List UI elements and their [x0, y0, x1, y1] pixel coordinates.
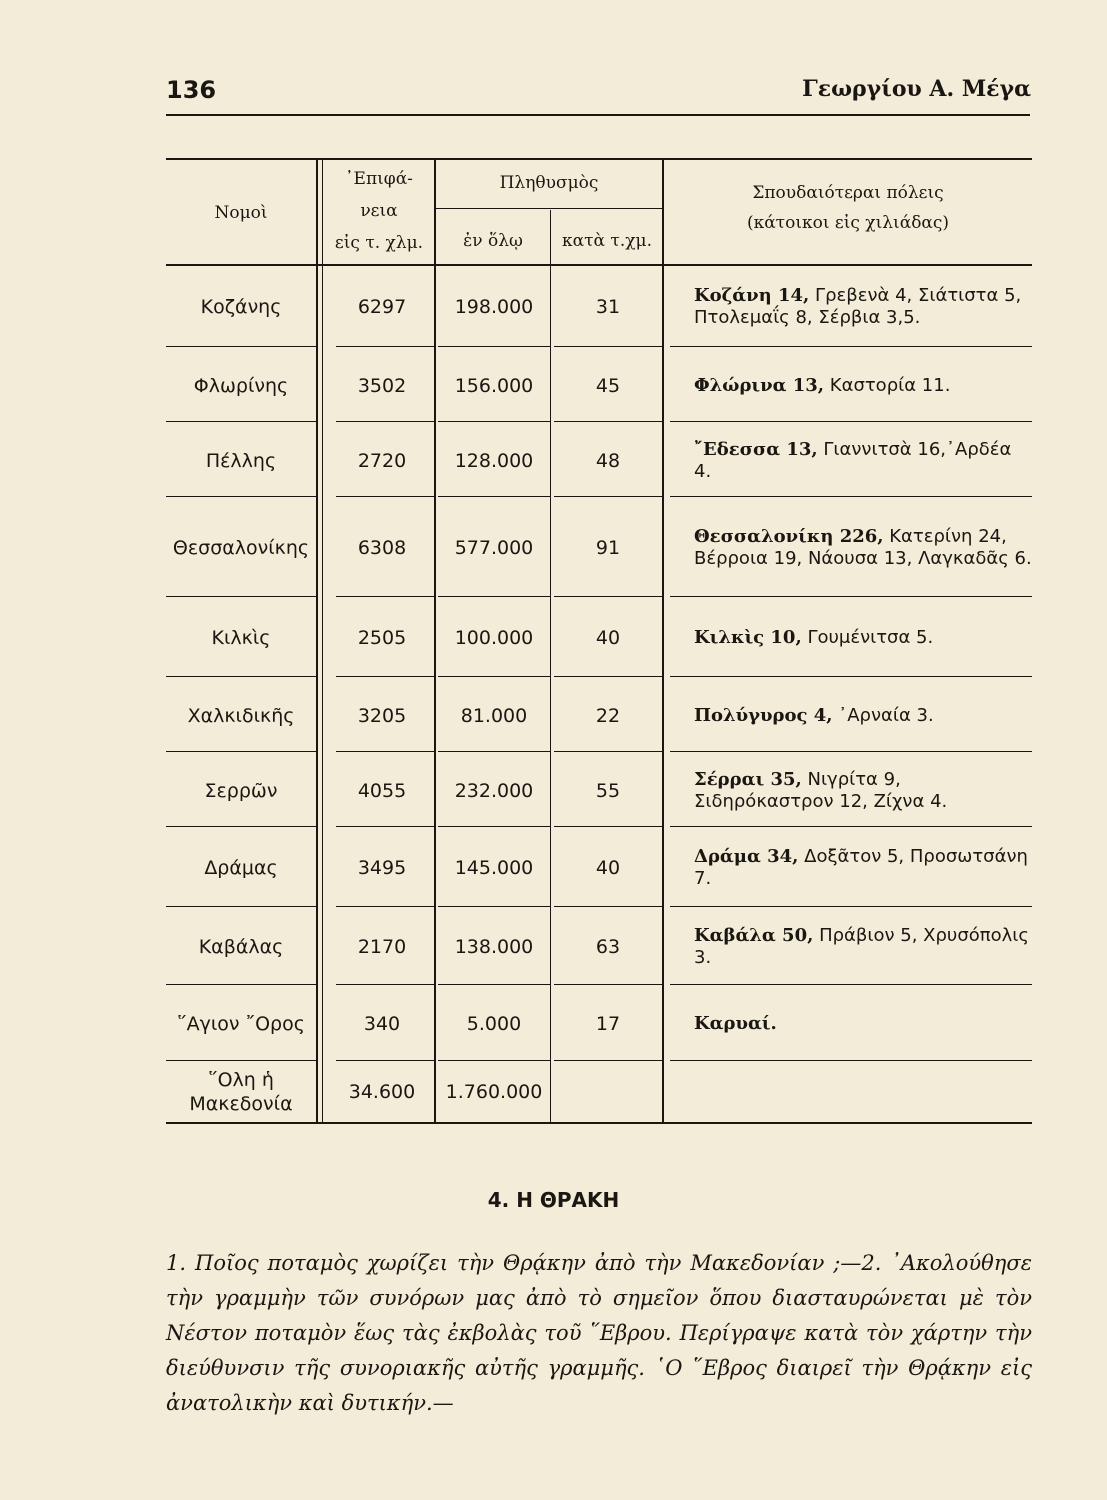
- row-cities: [694, 908, 1034, 986]
- row-pop-density: [554, 1062, 662, 1122]
- header-cities-line2: (κάτοικοι εἰς χιλιάδας): [746, 213, 950, 233]
- row-pop-density: 91: [595, 537, 621, 559]
- row-pop-density: 31: [595, 296, 621, 318]
- row-separator: [438, 984, 550, 985]
- header-cities-line1: Σπουδαιότεραι πόλεις: [752, 183, 944, 203]
- row-separator: [554, 1060, 662, 1061]
- col-divider-1b: [322, 158, 323, 1124]
- row-cities-others: Δοξᾶτον 5, Προσωτσάνη 7.: [694, 846, 1028, 889]
- header-rule: [166, 114, 1030, 116]
- col-divider-2: [434, 158, 436, 1124]
- row-cities-capital: Σέρραι 35,: [694, 768, 802, 790]
- row-pop-density: 55: [595, 779, 621, 802]
- row-nomos-name: Θεσσαλονίκης: [172, 537, 310, 559]
- population-table: [166, 158, 1032, 1124]
- row-separator: [554, 826, 662, 827]
- row-separator: [670, 421, 1032, 422]
- page-number: 136: [166, 76, 217, 104]
- row-separator: [336, 421, 434, 422]
- row-pop-total: 156.000: [454, 374, 534, 397]
- row-separator: [670, 984, 1032, 985]
- row-separator: [554, 346, 662, 347]
- row-cities-capital: Φλώρινα 13,: [694, 374, 825, 396]
- row-area: 3502: [357, 374, 407, 397]
- row-cities: [694, 678, 1034, 753]
- row-nomos-name: Δράμας: [204, 857, 278, 879]
- row-separator: [336, 826, 434, 827]
- row-area: 3205: [357, 704, 407, 727]
- row-pop-total: 145.000: [454, 857, 534, 879]
- row-nomos-name: ῞Αγιον ῎Ορος: [177, 1013, 305, 1035]
- header-pop-density: κατὰ τ.χμ.: [562, 231, 652, 251]
- row-separator: [166, 751, 316, 752]
- row-separator: [166, 984, 316, 985]
- row-area: 6297: [357, 296, 407, 318]
- row-nomos-name: Φλωρίνης: [193, 374, 289, 397]
- row-separator: [166, 596, 316, 597]
- header-population: Πληθυσμὸς: [499, 173, 599, 193]
- row-cities-others: Γρεβενὰ 4, Σιάτιστα 5, Πτολεμαΐς 8, Σέρβια 3,5.: [694, 285, 1022, 328]
- header-area-line2: νεια: [360, 201, 398, 221]
- row-separator: [438, 906, 550, 907]
- row-separator: [166, 906, 316, 907]
- row-separator: [336, 346, 434, 347]
- row-nomos-name: Σερρῶν: [204, 779, 278, 802]
- row-area: 2720: [357, 449, 407, 472]
- row-nomos-name: Καβάλας: [198, 936, 284, 958]
- row-cities: [694, 598, 1034, 678]
- row-separator: [554, 496, 662, 497]
- row-area: 2170: [357, 936, 407, 958]
- row-pop-total: 232.000: [454, 779, 534, 802]
- row-cities: [694, 498, 1034, 598]
- row-cities: [694, 266, 1034, 348]
- row-pop-density: 17: [595, 1013, 621, 1035]
- row-separator: [336, 676, 434, 677]
- row-separator: [670, 906, 1032, 907]
- row-cities-capital: Καρυαί.: [694, 1013, 777, 1034]
- row-cities-capital: Πολύγυρος 4,: [694, 704, 833, 726]
- row-pop-total: 81.000: [460, 704, 528, 727]
- row-pop-total: 577.000: [454, 537, 534, 559]
- row-separator: [336, 906, 434, 907]
- row-cities-capital: Κοζάνη 14,: [694, 285, 810, 306]
- row-separator: [438, 346, 550, 347]
- row-cities-capital: Κιλκὶς 10,: [694, 627, 802, 648]
- row-separator: [670, 751, 1032, 752]
- col-divider-4: [662, 158, 664, 1124]
- row-pop-density: 48: [595, 449, 621, 472]
- header-pop-total: ἐν ὅλῳ: [463, 231, 523, 251]
- row-pop-density: 45: [595, 374, 621, 397]
- table-top-rule: [166, 158, 1032, 160]
- row-cities: [694, 348, 1034, 423]
- row-separator: [554, 676, 662, 677]
- row-cities-others: Κατερίνη 24, Βέρροια 19, Νάουσα 13, Λαγκαδᾶς 6.: [694, 526, 1032, 569]
- table-header-midrule: [436, 208, 662, 209]
- row-separator: [438, 826, 550, 827]
- row-separator: [336, 496, 434, 497]
- row-separator: [554, 751, 662, 752]
- row-separator: [438, 421, 550, 422]
- row-separator: [336, 984, 434, 985]
- row-cities: [694, 1062, 1034, 1122]
- row-separator: [166, 1060, 316, 1061]
- row-separator: [166, 826, 316, 827]
- row-pop-density: 63: [595, 936, 621, 958]
- row-separator: [438, 751, 550, 752]
- row-separator: [336, 1060, 434, 1061]
- row-pop-total: 1.760.000: [445, 1081, 543, 1103]
- row-separator: [438, 496, 550, 497]
- header-area-line3: εἰς τ. χλμ.: [334, 233, 424, 253]
- row-separator: [554, 984, 662, 985]
- row-area: 34.600: [348, 1081, 416, 1103]
- row-area: 6308: [357, 537, 407, 559]
- row-cities-capital: Θεσσαλονίκη 226,: [694, 526, 884, 547]
- row-separator: [670, 1060, 1032, 1061]
- running-title: Γεωργίου Α. Μέγα: [802, 76, 1031, 102]
- row-separator: [670, 826, 1032, 827]
- row-pop-total: 5.000: [466, 1013, 522, 1035]
- row-cities: [694, 986, 1034, 1062]
- row-cities: [694, 828, 1034, 908]
- row-cities-others: Καστορία 11.: [824, 374, 951, 396]
- row-separator: [670, 496, 1032, 497]
- row-nomos-name: Κοζάνης: [200, 296, 282, 318]
- row-separator: [166, 346, 316, 347]
- row-separator: [336, 596, 434, 597]
- row-cities-others: Γουμένιτσα 5.: [801, 627, 934, 648]
- row-cities-capital: Καβάλα 50,: [694, 925, 814, 946]
- row-pop-density: 22: [595, 704, 621, 727]
- row-separator: [438, 596, 550, 597]
- row-pop-total: 198.000: [454, 296, 534, 318]
- row-cities-others: Πράβιον 5, Χρυσόπολις 3.: [694, 925, 1029, 968]
- row-separator: [670, 596, 1032, 597]
- header-area-line1: ᾿Επιφά-: [345, 169, 413, 189]
- row-separator: [438, 676, 550, 677]
- row-nomos-name: ῞Ολη ἡ Μακεδονία: [189, 1069, 293, 1115]
- col-divider-3: [550, 210, 551, 1124]
- row-separator: [670, 676, 1032, 677]
- row-separator: [670, 346, 1032, 347]
- row-pop-total: 138.000: [454, 936, 534, 958]
- row-pop-density: 40: [595, 857, 621, 879]
- row-area: 340: [363, 1013, 401, 1035]
- row-cities: [694, 753, 1034, 828]
- row-cities-others: ᾿Αρναία 3.: [832, 704, 934, 726]
- row-separator: [438, 1060, 550, 1061]
- row-cities-others: Γιαννιτσὰ 16,᾿Αρδέα 4.: [694, 438, 1012, 482]
- row-pop-total: 100.000: [454, 627, 534, 649]
- row-cities-others: Νιγρίτα 9, Σιδηρόκαστρον 12, Ζίχνα 4.: [694, 768, 948, 812]
- row-nomos-name: Χαλκιδικῆς: [187, 704, 295, 727]
- row-area: 4055: [357, 779, 407, 802]
- row-cities-capital: ῎Εδεσσα 13,: [694, 438, 818, 460]
- row-pop-total: 128.000: [454, 449, 534, 472]
- row-separator: [336, 751, 434, 752]
- row-area: 2505: [357, 627, 407, 649]
- row-separator: [554, 906, 662, 907]
- row-separator: [166, 421, 316, 422]
- row-area: 3495: [357, 857, 407, 879]
- row-nomos-name: Πέλλης: [205, 449, 277, 472]
- row-nomos-name: Κιλκὶς: [211, 627, 271, 649]
- section-title: 4. Η ΘΡΑΚΗ: [487, 1188, 620, 1212]
- col-divider-1: [316, 158, 318, 1124]
- row-pop-density: 40: [595, 627, 621, 649]
- row-separator: [166, 676, 316, 677]
- question-paragraph: 1. Ποῖος ποταμὸς χωρίζει τὴν Θρᾴκην ἀπὸ τὴν Μακεδονίαν ;—2. ᾿Ακολούθησε τὴν γραμμὴν τῶν συνόρων μας ἀπὸ τὸ σημεῖον ὅπου διασταυρώνεται μὲ τὸν Νέστον ποταμὸν ἕως τὰς ἐκβολὰς τοῦ ῞Εβρου. Περίγραψε κατὰ τὸν χάρτην τὴν διεύθυνσιν τῆς συνοριακῆς αὐτῆς γραμμῆς. ῾Ο ῞Εβρος διαιρεῖ τὴν Θρᾴκην εἰς ἀνατολικὴν καὶ δυτικήν.—: [166, 1251, 1032, 1415]
- row-separator: [554, 596, 662, 597]
- row-separator: [166, 496, 316, 497]
- row-cities: [694, 423, 1034, 498]
- header-nomoi: Νομοὶ: [214, 203, 268, 223]
- row-separator: [554, 421, 662, 422]
- table-bottom-rule: [166, 1122, 1032, 1124]
- row-cities-capital: Δράμα 34,: [694, 846, 799, 867]
